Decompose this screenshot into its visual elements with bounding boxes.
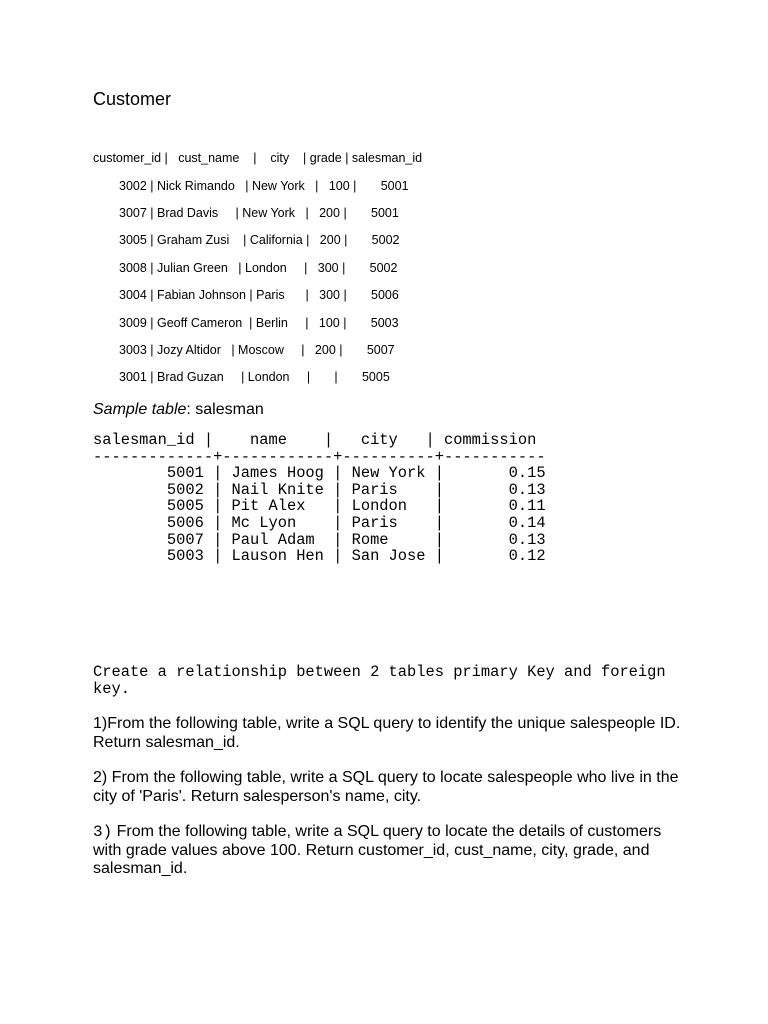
salesman-table-header: salesman_id | name | city | commission <box>93 431 537 449</box>
salesman-table-caption <box>93 400 264 420</box>
salesman-table-separator: -------------+------------+----------+----------- <box>93 448 546 466</box>
salesman-row: 5007 | Paul Adam | Rome | 0.13 <box>93 531 546 549</box>
relationship-instruction: Create a relationship between 2 tables primary Key and foreign key. <box>93 663 666 698</box>
question-3-number: 3) <box>93 823 113 841</box>
customer-row: 3004 | Fabian Johnson | Paris | 300 | 5006 <box>119 288 399 302</box>
customer-row: 3007 | Brad Davis | New York | 200 | 5001 <box>119 206 399 220</box>
question-3-text: From the following table, write a SQL query to locate the details of customers with grade values above 100. Return customer_id, cust_name, city, grade, and salesman_id. <box>93 823 662 877</box>
customer-row: 3001 | Brad Guzan | London | | 5005 <box>119 370 390 384</box>
question-3 <box>93 823 693 879</box>
salesman-row: 5003 | Lauson Hen | San Jose | 0.12 <box>93 547 546 565</box>
customer-table-header: customer_id | cust_name | city | grade | salesman_id <box>93 151 423 165</box>
customer-table-title: Customer <box>93 89 172 109</box>
customer-row: 3008 | Julian Green | London | 300 | 5002 <box>119 261 398 275</box>
customer-row: 3003 | Jozy Altidor | Moscow | 200 | 5007 <box>119 343 395 357</box>
salesman-row: 5001 | James Hoog | New York | 0.15 <box>93 464 546 482</box>
salesman-row: 5006 | Mc Lyon | Paris | 0.14 <box>93 514 546 532</box>
customer-row: 3005 | Graham Zusi | California | 200 | 5002 <box>119 233 400 247</box>
customer-row: 3002 | Nick Rimando | New York | 100 | 5001 <box>119 179 409 193</box>
salesman-row: 5002 | Nail Knite | Paris | 0.13 <box>93 481 546 499</box>
question-2: 2) From the following table, write a SQL query to locate salespeople who live in the city of 'Paris'. Return salesperson's name, city. <box>93 769 679 805</box>
salesman-table-name: : salesman <box>186 401 264 418</box>
question-1: 1)From the following table, write a SQL query to identify the unique salespeople ID. Return salesman_id. <box>93 715 681 751</box>
sample-table-label: Sample table <box>93 401 187 418</box>
customer-row: 3009 | Geoff Cameron | Berlin | 100 | 5003 <box>119 316 399 330</box>
salesman-row: 5005 | Pit Alex | London | 0.11 <box>93 497 546 515</box>
